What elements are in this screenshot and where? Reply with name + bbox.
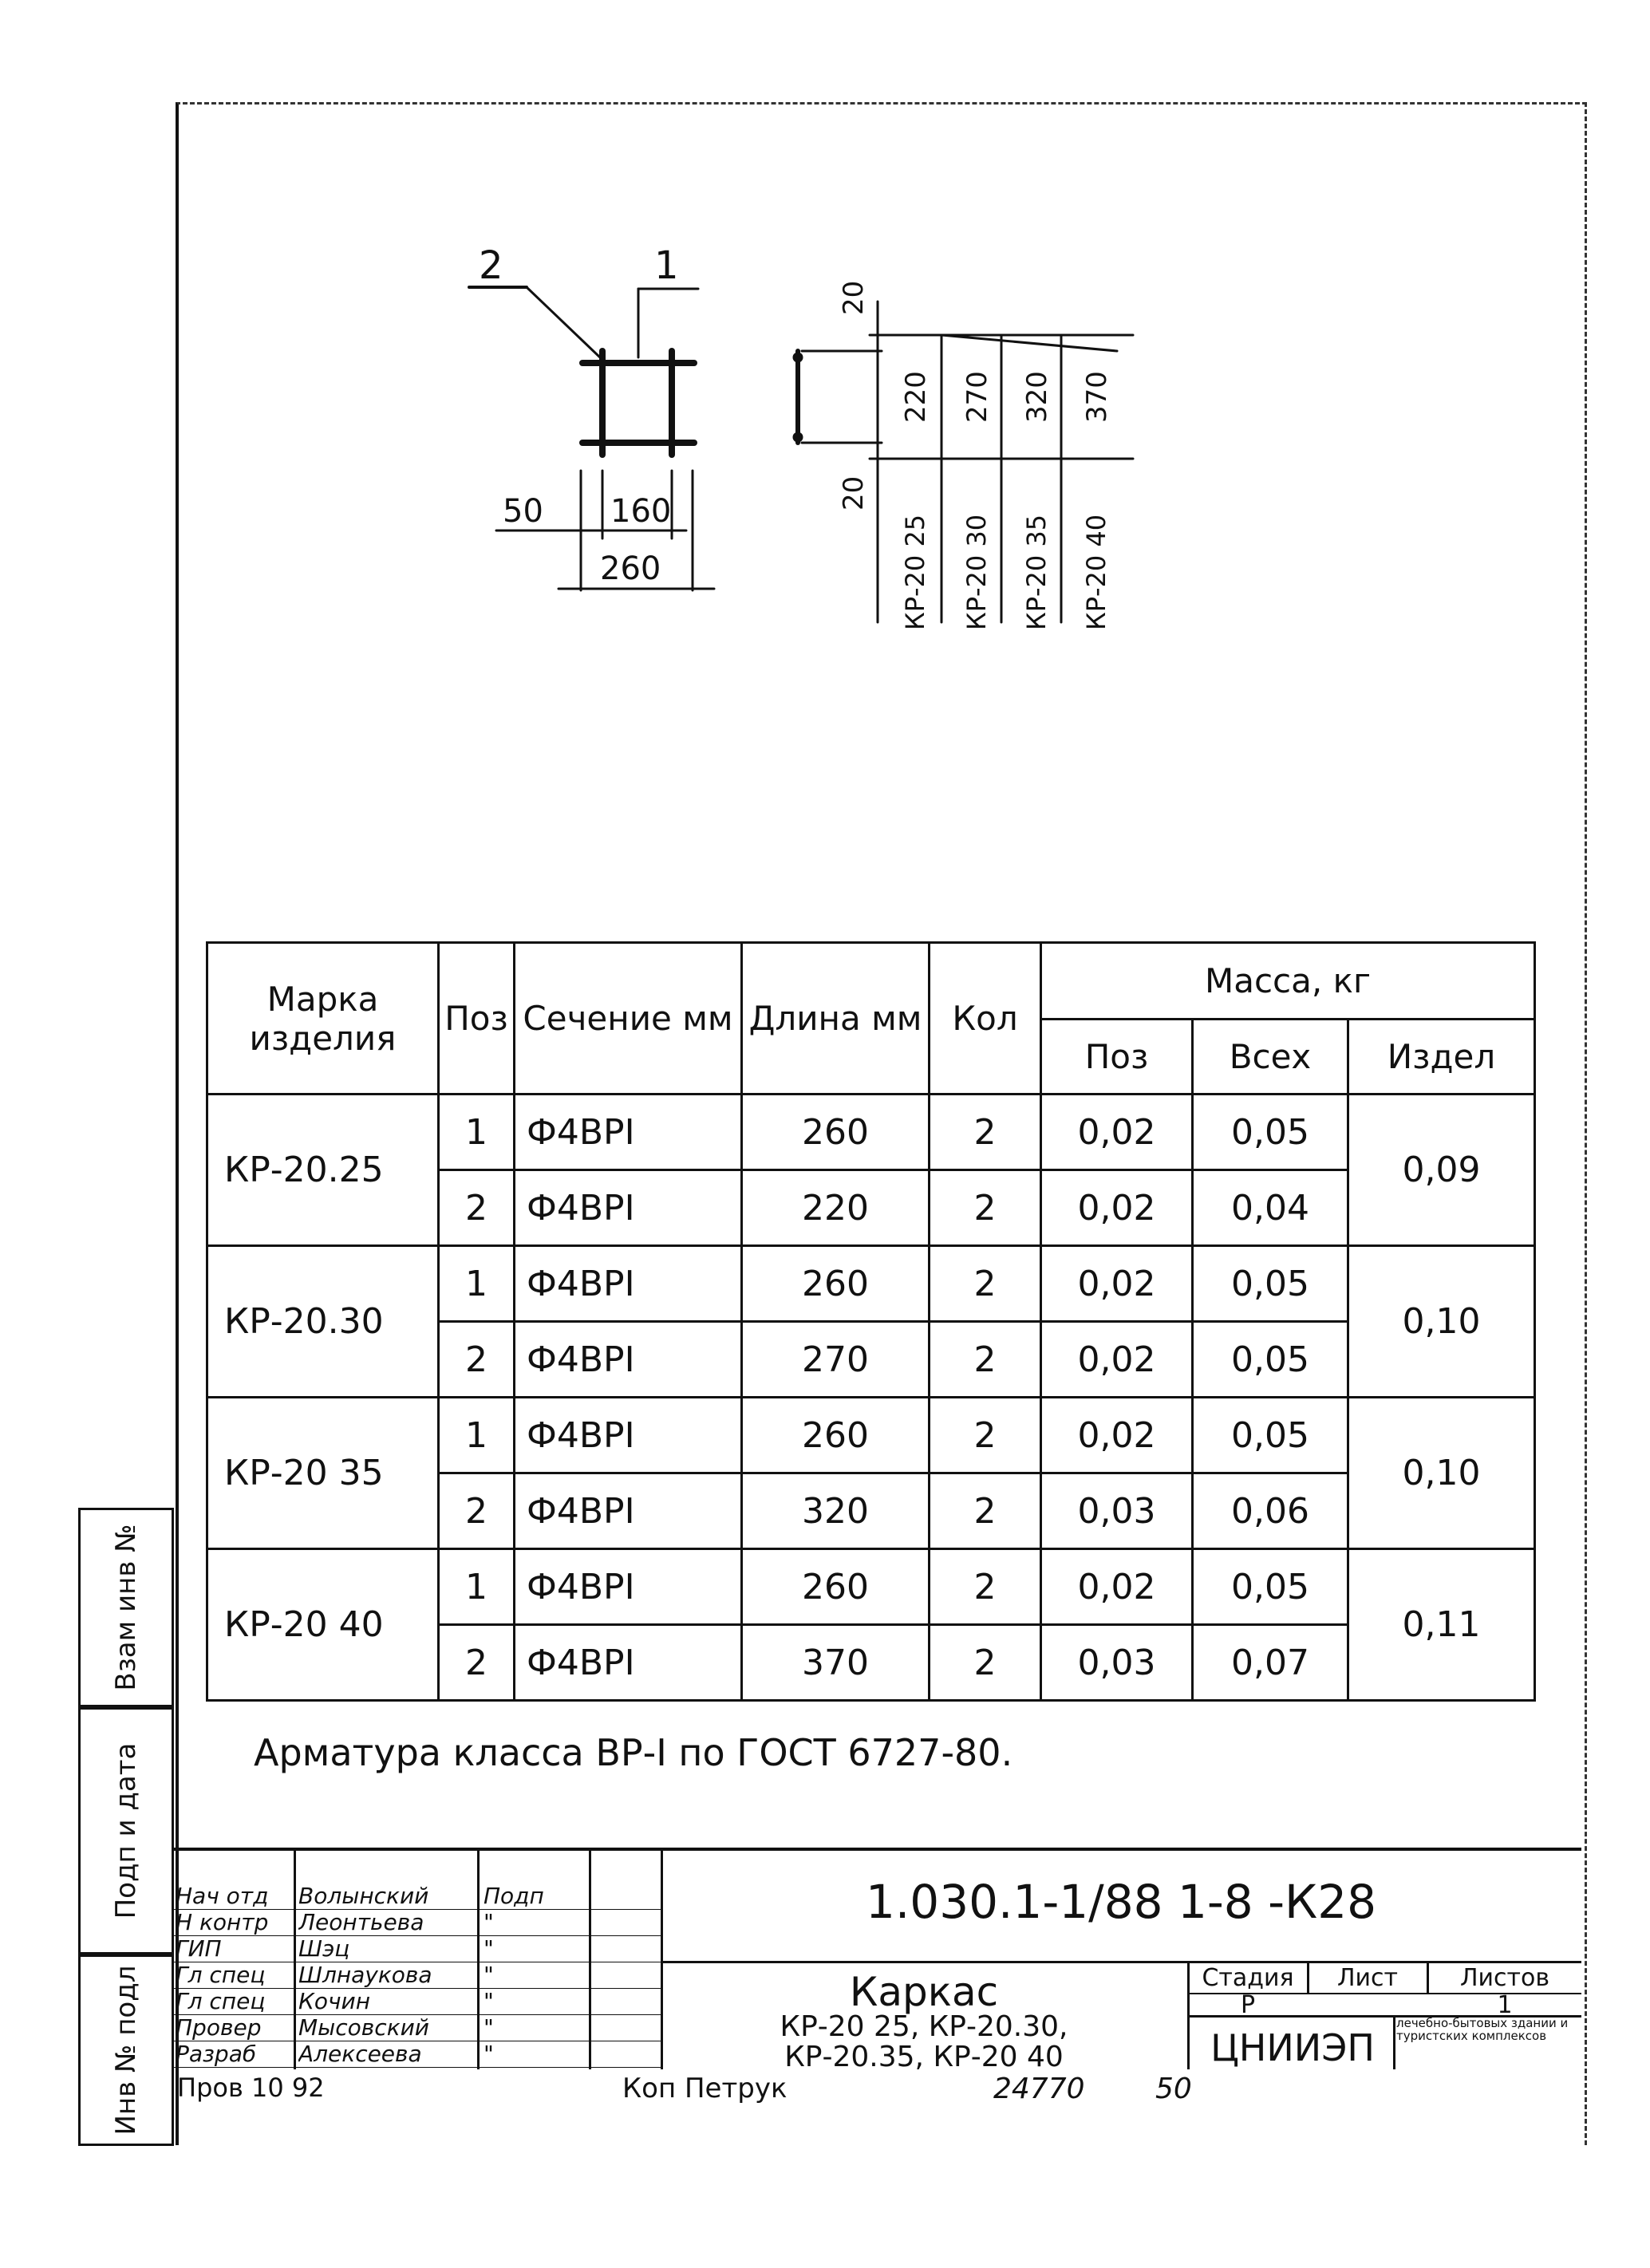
cell-mass-all: 0,05 [1193, 1095, 1348, 1170]
note-text: Арматура класса ВР-I по ГОСТ 6727-80. [254, 1731, 1013, 1774]
signer-role: ГИП [176, 1935, 222, 1962]
specification-table [206, 941, 1536, 1702]
cell-pos: 2 [439, 1322, 515, 1398]
cell-mass-pos: 0,03 [1041, 1473, 1193, 1549]
dim-inner: 160 [610, 493, 672, 530]
cell-qty: 2 [930, 1625, 1041, 1701]
cell-length: 260 [742, 1246, 930, 1322]
signer-sign: " [484, 1935, 494, 1962]
cell-mass-pos: 0,02 [1041, 1246, 1193, 1322]
dim-height-40: 370 [1081, 371, 1113, 423]
elevation-mark-35: КР-20 35 [1021, 514, 1052, 630]
sheet-label: Лист [1336, 1964, 1399, 1992]
cell-length: 370 [742, 1625, 930, 1701]
cell-mass-pos: 0,02 [1041, 1398, 1193, 1473]
cell-length: 220 [742, 1170, 930, 1246]
cell-mass-pos: 0,03 [1041, 1625, 1193, 1701]
footer-number: 24770 [993, 2073, 1085, 2105]
stage-value: Р [1240, 1991, 1256, 2019]
footer-copied: Коп Петрук [622, 2073, 788, 2104]
signer-sign: " [484, 1962, 494, 1988]
footer-format: 50 [1155, 2073, 1192, 2105]
sheets-value: 1 [1497, 1991, 1513, 2019]
title-block [172, 1848, 1581, 2073]
cell-length: 270 [742, 1322, 930, 1398]
cell-pos: 2 [439, 1170, 515, 1246]
organization: ЦНИИЭП [1210, 2026, 1375, 2069]
signer-role: Разраб [176, 2041, 257, 2067]
signer-role: Провер [176, 2014, 262, 2041]
header-pos: Поз [439, 943, 515, 1095]
cell-mass-all: 0,06 [1193, 1473, 1348, 1549]
cell-item-mass: 0,10 [1348, 1398, 1535, 1549]
cell-section: Ф4ВРI [515, 1473, 742, 1549]
cell-length: 260 [742, 1398, 930, 1473]
signer-name: Мысовский [298, 2014, 429, 2041]
side-box-vzam [78, 1508, 174, 1707]
table-row [207, 1549, 1535, 1625]
cell-mass-all: 0,04 [1193, 1170, 1348, 1246]
cell-mark: КР-20.25 [207, 1095, 439, 1246]
cell-item-mass: 0,09 [1348, 1095, 1535, 1246]
cell-section: Ф4ВРI [515, 1549, 742, 1625]
header-mass-pos: Поз [1041, 1020, 1193, 1095]
cell-qty: 2 [930, 1095, 1041, 1170]
signer-role: Нач отд [176, 1883, 269, 1909]
table-row [207, 1398, 1535, 1473]
footer-check: Пров 10 92 [177, 2073, 325, 2103]
elevation-mark-30: КР-20 30 [961, 514, 992, 630]
side-box-podp [78, 1707, 174, 1954]
signer-sign: " [484, 2041, 494, 2067]
dim-total: 260 [600, 550, 661, 587]
cell-mass-all: 0,05 [1193, 1398, 1348, 1473]
dim-height-25: 220 [900, 371, 932, 423]
cell-qty: 2 [930, 1473, 1041, 1549]
table-row [207, 1246, 1535, 1322]
cell-mass-all: 0,05 [1193, 1549, 1348, 1625]
cell-length: 260 [742, 1549, 930, 1625]
cell-qty: 2 [930, 1246, 1041, 1322]
cell-mass-all: 0,05 [1193, 1246, 1348, 1322]
dim-bottom: 20 [838, 475, 870, 511]
signer-role: Н контр [176, 1909, 269, 1935]
doc-code: 1.030.1-1/88 1-8 -К28 [865, 1875, 1377, 1929]
header-qty: Кол [930, 943, 1041, 1095]
cell-mass-pos: 0,02 [1041, 1549, 1193, 1625]
section-label-pos1: 1 [654, 243, 679, 288]
signer-name: Леонтьева [298, 1909, 424, 1935]
cell-pos: 1 [439, 1398, 515, 1473]
dim-left: 50 [503, 493, 543, 530]
cell-section: Ф4ВРI [515, 1246, 742, 1322]
stage-label: Стадия [1202, 1964, 1294, 1992]
signer-sign: " [484, 1909, 494, 1935]
cell-mass-pos: 0,02 [1041, 1095, 1193, 1170]
drawing-subtitle-1: КР-20 25, КР-20.30, [780, 2010, 1068, 2043]
cell-section: Ф4ВРI [515, 1625, 742, 1701]
elevation-mark-40: КР-20 40 [1081, 514, 1111, 630]
cell-length: 320 [742, 1473, 930, 1549]
cell-mark: КР-20 40 [207, 1549, 439, 1701]
side-label-vzam: Взам инв № [110, 1524, 142, 1691]
signer-role: Гл спец [176, 1962, 266, 1988]
side-label-podp: Подп и дата [110, 1742, 142, 1919]
section-label-pos2: 2 [479, 243, 503, 288]
header-mass: Масса, кг [1041, 943, 1535, 1020]
cell-pos: 1 [439, 1246, 515, 1322]
signer-sign: " [484, 1988, 494, 2014]
cell-section: Ф4ВРI [515, 1322, 742, 1398]
header-mass-item: Издел [1348, 1020, 1535, 1095]
signer-name: Алексеева [298, 2041, 422, 2067]
cell-mass-pos: 0,02 [1041, 1322, 1193, 1398]
cell-section: Ф4ВРI [515, 1095, 742, 1170]
signer-name: Шлнаукова [298, 1962, 432, 1988]
drawing-subtitle-2: КР-20.35, КР-20 40 [784, 2041, 1064, 2073]
elevation-mark-25: КР-20 25 [900, 514, 930, 630]
signer-name: Волынский [298, 1883, 429, 1909]
cell-pos: 1 [439, 1095, 515, 1170]
side-box-inv [78, 1954, 174, 2146]
header-mark: Марка изделия [207, 943, 439, 1095]
cell-mass-pos: 0,02 [1041, 1170, 1193, 1246]
cell-pos: 1 [439, 1549, 515, 1625]
cell-item-mass: 0,11 [1348, 1549, 1535, 1701]
side-label-inv: Инв № подл [110, 1965, 142, 2136]
cell-pos: 2 [439, 1625, 515, 1701]
dim-height-30: 270 [961, 371, 993, 423]
cell-qty: 2 [930, 1322, 1041, 1398]
signer-role: Гл спец [176, 1988, 266, 2014]
cell-pos: 2 [439, 1473, 515, 1549]
dim-height-35: 320 [1021, 371, 1053, 423]
signer-name: Кочин [298, 1988, 371, 2014]
signer-sign: " [484, 2014, 494, 2041]
header-mass-all: Всех [1193, 1020, 1348, 1095]
cell-section: Ф4ВРI [515, 1398, 742, 1473]
cell-length: 260 [742, 1095, 930, 1170]
cell-mark: КР-20.30 [207, 1246, 439, 1398]
cell-mass-all: 0,07 [1193, 1625, 1348, 1701]
sheets-label: Листов [1459, 1964, 1550, 1992]
cell-mass-all: 0,05 [1193, 1322, 1348, 1398]
cell-item-mass: 0,10 [1348, 1246, 1535, 1398]
organization-note: лечебно-бытовых здании и туристских комплексов [1396, 2017, 1569, 2043]
table-row [207, 1095, 1535, 1170]
cell-qty: 2 [930, 1398, 1041, 1473]
cell-mark: КР-20 35 [207, 1398, 439, 1549]
cell-qty: 2 [930, 1549, 1041, 1625]
drawing-title: Каркас [849, 1969, 999, 2015]
cell-qty: 2 [930, 1170, 1041, 1246]
cell-section: Ф4ВРI [515, 1170, 742, 1246]
signer-sign: Подп [484, 1883, 544, 1909]
header-length: Длина мм [742, 943, 930, 1095]
dim-top: 20 [838, 280, 870, 315]
header-section: Сечение мм [515, 943, 742, 1095]
signer-name: Шэц [298, 1935, 350, 1962]
